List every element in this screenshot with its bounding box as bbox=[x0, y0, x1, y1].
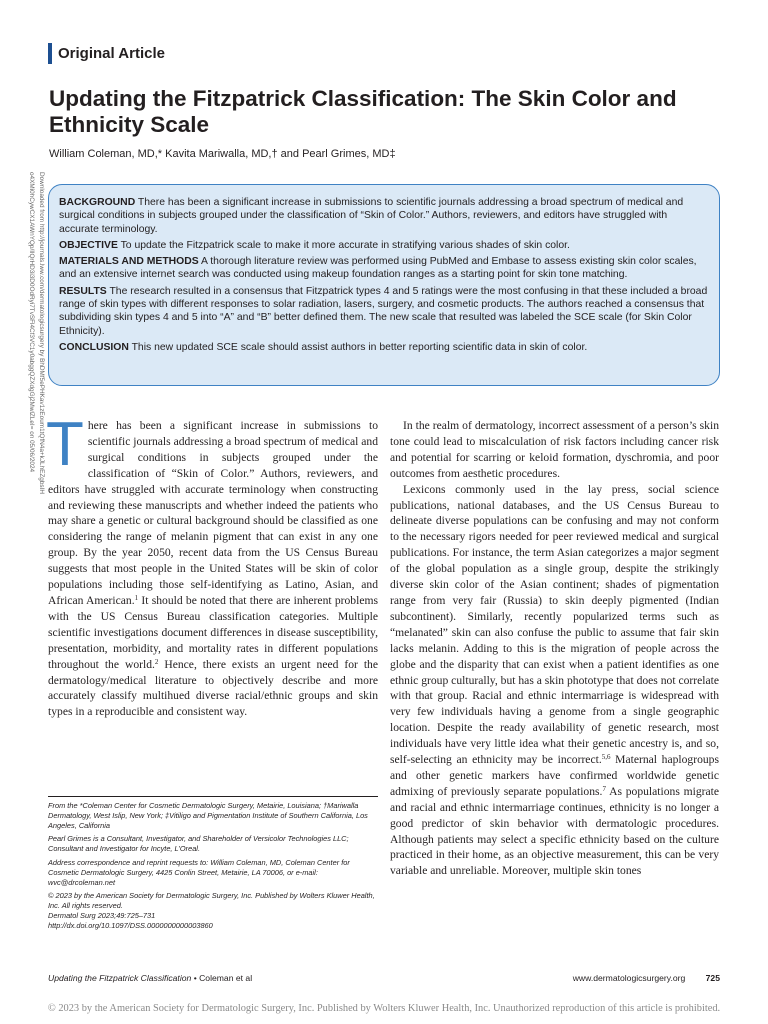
objective-heading: OBJECTIVE bbox=[59, 239, 118, 251]
body-column-right bbox=[390, 418, 719, 879]
download-note-line-2: o4XMi0hCywCX1AWnYQp/IlQrHD3i3D0OdRyi7TvSFl4Cf3VC1y0abggQZXdgGj2MwlZLeI= on 05/06/2024 bbox=[28, 172, 35, 473]
abstract-objective bbox=[59, 239, 709, 252]
reference-superscript: 2 bbox=[154, 657, 159, 666]
conclusion-heading: CONCLUSION bbox=[59, 341, 129, 353]
footer-bullet: • bbox=[193, 973, 197, 983]
page-number: 725 bbox=[705, 973, 720, 983]
body-text: As populations migrate and racial and ethnic intermarriage continues, ethnicity is no longer a good predictor of skin behavior with dermatologic procedures. Although patients may select a specific ethnicity based on the culture practiced in their home, as an objective measurement, this can be very variable and unreliable. Moreover, multiple skin tones bbox=[390, 784, 720, 878]
abstract-background bbox=[59, 196, 709, 236]
body-paragraph bbox=[390, 482, 719, 880]
abstract-box bbox=[48, 184, 720, 386]
abstract-methods bbox=[59, 255, 709, 282]
running-authors: Coleman et al bbox=[199, 973, 253, 983]
section-accent-bar bbox=[48, 43, 52, 64]
drop-cap: T bbox=[46, 410, 84, 479]
download-side-note bbox=[22, 172, 46, 612]
reference-superscript: 1 bbox=[134, 593, 139, 602]
running-footer-left bbox=[48, 973, 252, 983]
bottom-copyright: © 2023 by the American Society for Dermatologic Surgery, Inc. Published by Wolters Kluwer Health, Inc. Unauthorized reproduction of this article is prohibited. bbox=[47, 1003, 721, 1014]
methods-heading: MATERIALS AND METHODS bbox=[59, 256, 199, 268]
objective-text: To update the Fitzpatrick scale to make it more accurate in stratifying various shades of skin color. bbox=[120, 239, 570, 251]
section-label-text: Original Article bbox=[58, 45, 165, 62]
conclusion-text: This new updated SCE scale should assist authors in better reporting scientific data in skin of color. bbox=[131, 341, 588, 353]
abstract-results bbox=[59, 285, 709, 338]
reference-superscript: 5,6 bbox=[601, 753, 611, 762]
footnote-copyright-text: © 2023 by the American Society for Dermatologic Surgery, Inc. Published by Wolters Kluwer Health, Inc. All rights reserved. bbox=[48, 891, 375, 911]
body-paragraph: In the realm of dermatology, incorrect assessment of a person’s skin tone could lead to miscalculation of risk factors including cancer risk and potential for scarring or keloid formation, dyschromia, and poor outcomes from aesthetic procedures. bbox=[390, 419, 719, 480]
running-title: Updating the Fitzpatrick Classification bbox=[48, 973, 192, 983]
body-text: Maternal haplogroups and other genetic markers have confirmed worldwide genetic admixing of previously separate populations. bbox=[390, 753, 719, 798]
abstract-conclusion bbox=[59, 341, 709, 354]
author-line: William Coleman, MD,* Kavita Mariwalla, MD,† and Pearl Grimes, MD‡ bbox=[49, 148, 396, 160]
body-text: Lexicons commonly used in the lay press, social science publications, national databases, and the US Census Bureau to delineate diverse populations can be confusing and may not conform to the necessary rigors needed for peer reviewed medical and surgical publications. For instance, the term Asian categorizes a major segment of the global population as a single group, despite the strikingly diverse skin color of the Asian continent; shades of pigmentation range from very fair (Russia) to skin deeply pigmented (Indian subcontinent). Similarly, recently popularized terms such as “melanated” skin can also confuse the public to assume that fair skin lacks melanin. Adding to this is the migration of people across the globe and the disparity that can exist when a patient identifies as one ethnic group culturally, but has a skin phototype that does not correlate with that group. Racial and ethnic intermarriage is widespread with very few individuals having a genome from a single geographic location. Despite the ready availability of genetic research, most individuals have very little idea what their genetic ancestry is, and so, self-selecting an ethnicity may be incorrect. bbox=[390, 482, 719, 767]
reference-superscript: 7 bbox=[602, 784, 606, 793]
results-text: The research resulted in a consensus that Fitzpatrick types 4 and 5 ratings were the most confusing in that these included a broad range of skin types with different responses to solar radiation, lasers, surgery, and cosmetic products. The authors reached a consensus that subdividing skin types 4 and 5 into “A” and “B” better defined them. The new scale that resulted was labeled the SCE scale (for Skin Color Ethnicity). bbox=[59, 285, 708, 337]
methods-text: A thorough literature review was performed using PubMed and Embase to assess existing skin color scales, and an extensive internet search was conducted using makeup foundation ranges as a starting point for skin tone matching. bbox=[59, 256, 697, 281]
background-heading: BACKGROUND bbox=[59, 197, 136, 208]
body-text: here has been a significant increase in submissions to scientific journals addressing a broad spectrum of medical and surgical conditions in subjects grouped under the classification of “Skin of Color.” Authors, reviewers, and editors have struggled with accurate terminology when constructing and reviewing these manuscripts and whether indeed the patients who may share a genetic or cultural background should be classified as one considering the range of melanin pigment that can exist in any one group. By the year 2050, recent data from the US Census Bureau suggests that most people in the United States will be skin of color populations including those self-identifying as Latino, Asian, and African American. bbox=[48, 419, 378, 607]
background-text: There has been a significant increase in submissions to scientific journals addressing a broad spectrum of medical and surgical conditions in subjects grouped under the classification of “Skin of Color.” Authors, reviewers, and editors have struggled with accurate terminology. bbox=[59, 197, 684, 235]
footnote-copyright bbox=[48, 891, 378, 930]
body-paragraph bbox=[46, 410, 378, 720]
body-text: It should be noted that there are inherent problems with the US Census Bureau classification categories. Multiple scientific investigations document differences in disease susceptibility, presentation, morbidity, and mortality rates in different populations throughout the world. bbox=[48, 593, 378, 671]
body-text: Hence, there exists an urgent need for the dermatology/medical literature to objectively describe and more accurately classify multihued diverse racial/ethnic groups and skin types in a reproducible and consistent way. bbox=[48, 657, 378, 719]
footnote-disclosure: Pearl Grimes is a Consultant, Investigator, and Shareholder of Versicolor Technologies LLC; Consultant and Investigator for Incyte, L’Oreal. bbox=[48, 834, 349, 854]
footnote-affiliations: From the *Coleman Center for Cosmetic Dermatologic Surgery, Metairie, Louisiana; †Mariwalla Dermatology, West Islip, New York; ‡Vitiligo and Pigmentation Institute of Southern California, Los Angeles, California bbox=[48, 801, 368, 830]
section-label bbox=[48, 43, 165, 64]
article-title: Updating the Fitzpatrick Classification: The Skin Color and Ethnicity Scale bbox=[49, 86, 677, 137]
footnote-doi-link[interactable]: http://dx.doi.org/10.1097/DSS.0000000000003860 bbox=[48, 920, 213, 930]
journal-website-link[interactable]: www.dermatologicsurgery.org bbox=[572, 973, 686, 983]
body-column-left bbox=[46, 410, 378, 720]
download-note-line-1: Downloaded from http://journals.lww.com/dermatologicsurgery by BhDMf5ePHKav1zEoum1tQfN4a+kJLhEZgbsIH bbox=[38, 172, 45, 494]
results-heading: RESULTS bbox=[59, 285, 107, 297]
footnote-citation: Dermatol Surg 2023;49:725–731 bbox=[48, 910, 156, 920]
running-footer-right bbox=[573, 973, 720, 983]
article-footnotes bbox=[48, 796, 378, 935]
footnote-correspondence: Address correspondence and reprint requests to: William Coleman, MD, Coleman Center for Cosmetic Dermatologic Surgery, 4425 Conlin Street, Metairie, LA 70006, or e-mail: wvc@drcoleman.net bbox=[48, 857, 350, 887]
